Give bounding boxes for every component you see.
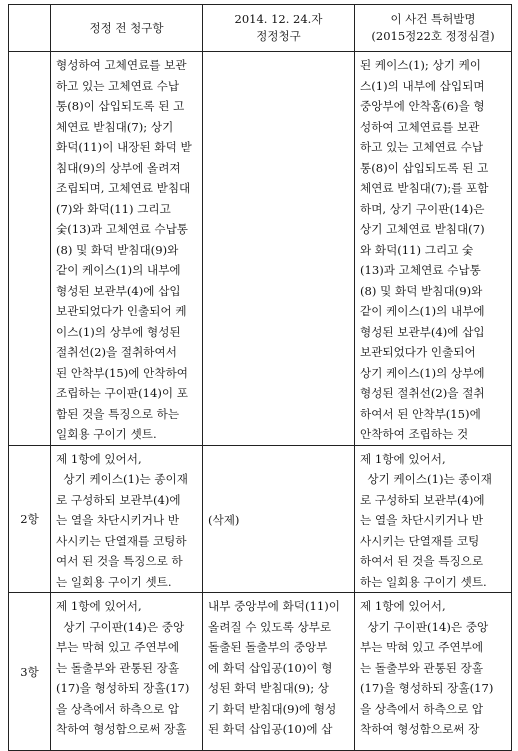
text-line: 는 열을 차단시키거나 반 — [56, 513, 180, 527]
patent-cell — [355, 445, 512, 593]
text-line: 스(1)의 내부에 삽입되며 — [360, 78, 485, 93]
table-header-row — [9, 5, 512, 52]
claims-comparison-table — [8, 4, 512, 751]
text-line: 로 구성하되 보관부(4)에 — [56, 492, 181, 507]
before-cell — [51, 445, 203, 593]
table-row — [9, 593, 512, 751]
table-row — [9, 52, 512, 446]
text-line: 중앙부에 안착홈(6)을 형 — [360, 99, 485, 113]
text-line: 기 화덕 받침대(9)에 형성 — [208, 701, 337, 716]
text-line: 부는 막혀 있고 주연부에 — [360, 640, 484, 654]
text-line: 상기 구이판(14)은 중앙 — [360, 619, 489, 634]
claim-number: 2항 — [9, 445, 51, 593]
text-line: 돌출된 돌출부의 중앙부 — [208, 640, 328, 654]
text-line: 에 화덕 삽입공(10)이 형 — [208, 660, 333, 675]
header-request-line2: 정정청구 — [256, 29, 301, 43]
text-line: 통(8)이 삽입되도록 된 고 — [360, 160, 489, 175]
text-line: 보관되었다가 인출되어 케 — [56, 304, 187, 318]
text-line: 절취선(2)을 절취하여서 — [56, 345, 177, 359]
text-line: 체연료 받침대(7); 상기 — [56, 119, 174, 134]
text-line: 착하여 형성함으로써 장 — [360, 722, 480, 736]
text-line: 체연료 받침대(7);를 포함 — [360, 181, 489, 195]
text-line: 올려질 수 있도록 상부로 — [208, 619, 332, 634]
text-line: 하는 일회용 구이기 셋트. — [360, 574, 487, 589]
text-line: (삭제) — [208, 513, 240, 527]
text-line: (17)을 형성하되 장홀(17) — [56, 681, 190, 695]
text-line: (8) 및 화덕 받침대(9)와 — [56, 242, 179, 257]
header-before — [51, 5, 203, 52]
text-line: 형성된 절취선(2)을 절취 — [360, 386, 485, 400]
text-line: 조립되며, 고체연료 받침대 — [56, 181, 191, 195]
request-cell — [203, 52, 355, 446]
text-line: 하며, 상기 구이판(14)은 — [360, 201, 485, 216]
text-line: 을 상측에서 하측으로 압 — [56, 701, 180, 716]
text-line: (13)과 고체연료 수납통 — [360, 263, 481, 277]
text-line: 는 돌출부와 관통된 장홀 — [360, 660, 484, 675]
header-patent-line2: (2015정22호 정정심결) — [371, 29, 495, 43]
text-line: 같이 케이스(1)의 내부에 — [360, 304, 485, 318]
header-num-cell — [9, 5, 51, 52]
claim-number — [9, 52, 51, 446]
header-request — [203, 5, 355, 52]
text-line: 이스(1)의 상부에 형성된 — [56, 324, 181, 339]
text-line: (8) 및 화덕 받침대(9)와 — [360, 283, 483, 298]
text-line: 로 구성하되 보관부(4)에 — [360, 492, 485, 507]
text-line: 된 케이스(1); 상기 케이 — [360, 58, 481, 72]
text-line: 함된 것을 특징으로 하는 — [56, 406, 180, 421]
text-line: 된 안착부(15)에 안착하여 — [56, 365, 188, 380]
patent-cell — [355, 593, 512, 751]
text-line: 하여서 된 안착부(15)에 — [360, 406, 481, 421]
text-line: 제 1항에 있어서, — [360, 599, 446, 613]
text-line: 숯(13)과 고체연료 수납통 — [56, 222, 188, 236]
text-line: 성하여 고체연료를 보관 — [360, 119, 480, 134]
header-request-line1: 2014. 12. 24.자 — [234, 12, 323, 26]
text-line: 여서 된 것을 특징으로 하 — [56, 554, 183, 568]
text-line: 형성된 보관부(4)에 삽입 — [56, 283, 181, 298]
before-cell — [51, 593, 203, 751]
before-cell — [51, 52, 203, 446]
text-line: 상기 구이판(14)은 중앙 — [56, 619, 185, 634]
text-line: 제 1항에 있어서, — [56, 599, 142, 613]
text-line: 는 일회용 구이기 셋트. — [56, 574, 172, 589]
text-line: 는 열을 차단시키거나 반 — [360, 513, 484, 527]
text-line: (7)와 화덕(11) 그리고 — [56, 201, 171, 216]
text-line: 보관되었다가 인출되어 — [360, 345, 476, 359]
text-line: 상기 고체연료 받침대(7) — [360, 222, 485, 236]
text-line: 제 1항에 있어서, — [56, 451, 142, 466]
text-line: 내부 중앙부에 화덕(11)이 — [208, 599, 340, 613]
text-line: 하고 있는 고체연료 수납 — [56, 78, 180, 93]
text-line: 안착하여 조립하는 것 — [360, 427, 469, 441]
text-line: 침대(9)의 상부에 올려져 — [56, 160, 181, 175]
text-line: 일회용 구이기 셋트. — [56, 427, 157, 441]
text-line: 는 돌출부와 관통된 장홀 — [56, 660, 180, 675]
header-patent-line1: 이 사건 특허발명 — [390, 12, 476, 26]
text-line: 형성된 보관부(4)에 삽입 — [360, 324, 485, 339]
header-before-label: 정정 전 청구항 — [89, 20, 164, 35]
text-line: 사시키는 단열재를 코팅하 — [56, 533, 187, 548]
text-line: 화덕(11)이 내장된 화덕 받 — [56, 140, 192, 154]
text-line: 상기 케이스(1)는 종이재 — [360, 472, 492, 486]
patent-cell — [355, 52, 512, 446]
text-line: 된 화덕 삽입공(10)에 삽 — [208, 722, 333, 736]
text-line: 조립하는 구이판(14)이 포 — [56, 386, 188, 400]
text-line: 성된 화덕 받침대(9); 상 — [208, 681, 329, 695]
text-line: 형성하여 고체연료를 보관 — [56, 58, 187, 72]
text-line: 을 상측에서 하측으로 압 — [360, 701, 484, 716]
request-cell — [203, 445, 355, 593]
request-cell — [203, 593, 355, 751]
claim-number: 3항 — [9, 593, 51, 751]
text-line: 와 화덕(11) 그리고 숯 — [360, 242, 474, 257]
text-line: 제 1항에 있어서, — [360, 451, 446, 466]
text-line: (17)을 형성하되 장홀(17) — [360, 681, 494, 695]
text-line: 같이 케이스(1)의 내부에 — [56, 263, 181, 277]
text-line: 통(8)이 삽입되도록 된 고 — [56, 99, 185, 113]
text-line: 사시키는 단열재를 코팅 — [360, 533, 480, 548]
text-line: 하고 있는 고체연료 수납 — [360, 140, 484, 154]
text-line: 상기 케이스(1)는 종이재 — [56, 472, 188, 486]
text-line: 부는 막혀 있고 주연부에 — [56, 640, 180, 654]
text-line: 하여서 된 것을 특징으로 — [360, 554, 484, 568]
header-patent — [355, 5, 512, 52]
text-line: 상기 케이스(1)의 상부에 — [360, 365, 485, 380]
text-line: 착하여 형성함으로써 장홀 — [56, 722, 187, 736]
table-row — [9, 445, 512, 593]
